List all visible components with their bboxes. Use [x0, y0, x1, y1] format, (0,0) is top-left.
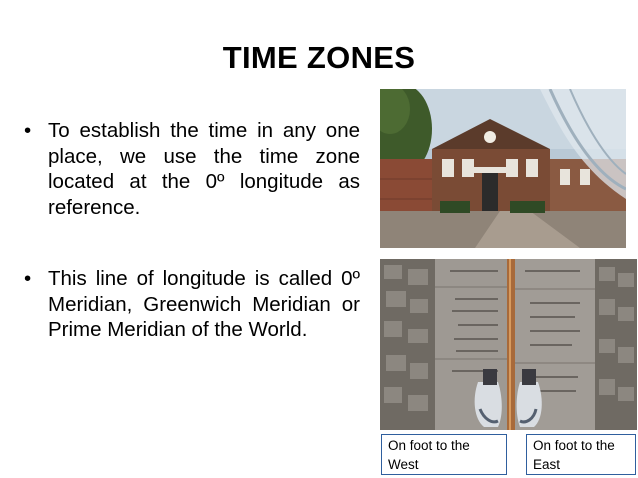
bullet-text: This line of longitude is called 0º Meridian, Greenwich Meridian or Prime Meridian of the World. — [48, 267, 360, 341]
meridian-line-image — [380, 259, 637, 430]
caption-west: On foot to the West — [381, 434, 507, 475]
slide-title: TIME ZONES — [222, 40, 416, 75]
observatory-building-photo — [380, 89, 626, 248]
bullet-list — [24, 118, 360, 343]
observatory-building-image — [380, 89, 626, 248]
meridian-line-feet-photo — [380, 259, 637, 430]
bullet-item-meridian — [24, 266, 360, 343]
bullet-dot-icon: • — [24, 119, 32, 142]
bullet-item-reference — [24, 118, 360, 220]
bullet-dot-icon: • — [24, 267, 32, 290]
caption-east: On foot to the East — [526, 434, 636, 475]
bullet-text: To establish the time in any one place, we use the time zone located at the 0º longitude as reference. — [48, 119, 360, 219]
